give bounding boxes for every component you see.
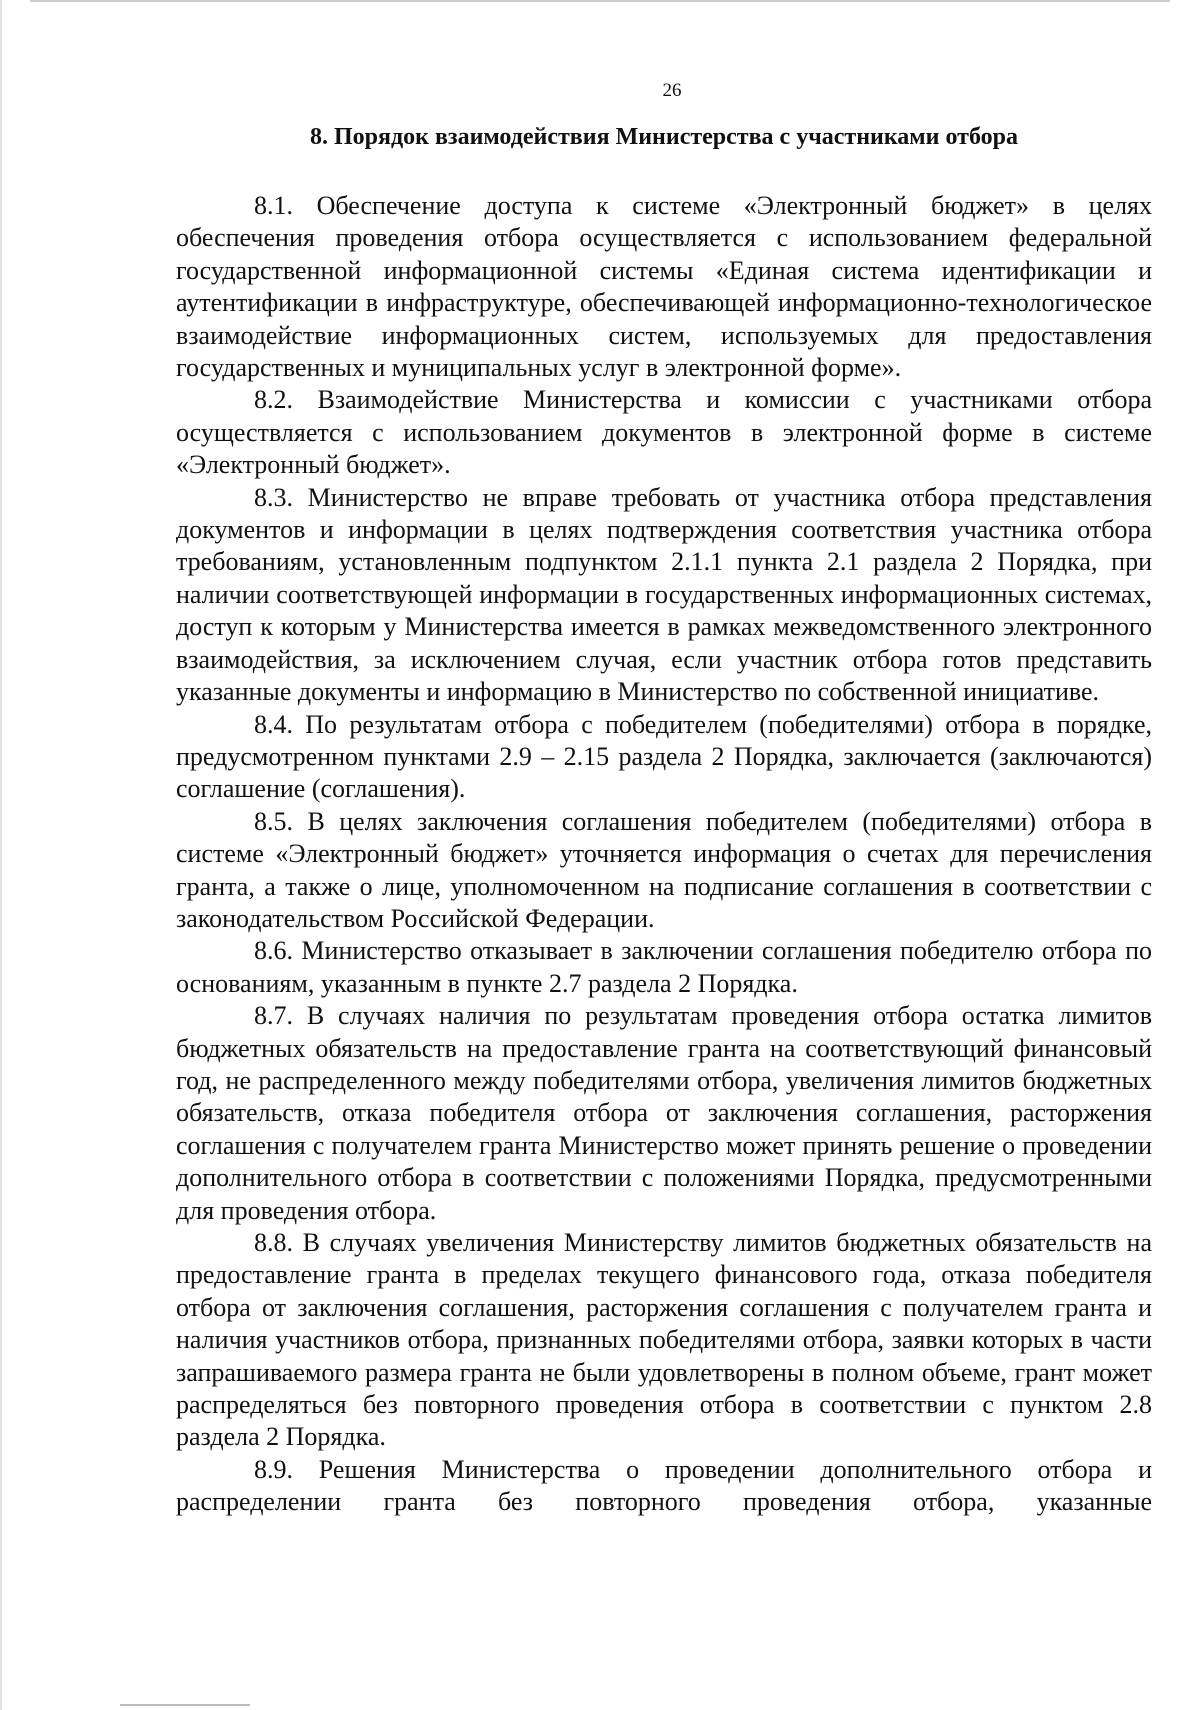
paragraph-8-9: 8.9. Решения Министерства о проведении дополнительного отбора и распределении гранта без повторного проведения отбора, указанные <box>176 1454 1152 1517</box>
paragraph-8-6: 8.6. Министерство отказывает в заключении соглашения победителю отбора по основаниям, указанным в пункте 2.7 раздела 2 Порядка. <box>176 936 1152 998</box>
paragraph-8-1: 8.1. Обеспечение доступа к системе «Электронный бюджет» в целях обеспечения проведения отбора осуществляется с использованием федеральной государственной информационной системы «Единая система идентификации и аутентификации в инфраструктуре, обеспечивающей информационно-технологическое взаимодействие информационных систем, используемых для предоставления государственных и муниципальных услуг в электронной форме». <box>176 191 1152 383</box>
section-title: 8. Порядок взаимодействия Министерства с участниками отбора <box>310 124 1018 150</box>
paragraph-8-2: 8.2. Взаимодействие Министерства и комиссии с участниками отбора осуществляется с использованием документов в электронной форме в системе «Электронный бюджет». <box>176 385 1152 480</box>
paragraph-8-8: 8.8. В случаях увеличения Министерству лимитов бюджетных обязательств на предоставление гранта в пределах текущего финансового года, отказа победителя отбора от заключения соглашения, расторжения соглашения с получателем гранта и наличия участников отбора, признанных победителями отбора, заявки которых в части запрашиваемого размера гранта не были удовлетворены в полном объеме, грант может распределяться без повторного проведения отбора в соответствии с пунктом 2.8 раздела 2 Порядка. <box>176 1228 1152 1452</box>
page-number: 26 <box>662 80 682 101</box>
scan-left-border <box>0 0 2 1710</box>
paragraph-8-3: 8.3. Министерство не вправе требовать от участника отбора представления документов и информации в целях подтверждения соответствия участника отбора требованиям, установленным подпунктом 2.1.1 пункта 2.1 раздела 2 Порядка, при наличии соответствующей информации в государственных информационных системах, доступ к которым у Министерства имеется в рамках межведомственного электронного взаимодействия, за исключением случая, если участник отбора готов представить указанные документы и информацию в Министерство по собственной инициативе. <box>176 482 1152 707</box>
paragraph-8-4: 8.4. По результатам отбора с победителем (победителями) отбора в порядке, предусмотренном пунктами 2.9 – 2.15 раздела 2 Порядка, заключается (заключаются) соглашение (соглашения). <box>176 709 1152 804</box>
scan-bottom-mark <box>120 1704 250 1706</box>
paragraph-8-5: 8.5. В целях заключения соглашения победителем (победителями) отбора в системе «Электронный бюджет» уточняется информация о счетах для перечисления гранта, а также о лице, уполномоченном на подписание соглашения в соответствии с законодательством Российской Федерации. <box>176 806 1152 933</box>
paragraph-8-7: 8.7. В случаях наличия по результатам проведения отбора остатка лимитов бюджетных обязательств на предоставление гранта на соответствующий финансовый год, не распределенного между победителями отбора, увеличения лимитов бюджетных обязательств, отказа победителя отбора от заключения соглашения, расторжения соглашения с получателем гранта Министерство может принять решение о проведении дополнительного отбора в соответствии с положениями Порядка, предусмотренными для проведения отбора. <box>176 1001 1152 1225</box>
scan-top-border <box>30 0 1170 2</box>
document-body <box>176 190 1152 1519</box>
